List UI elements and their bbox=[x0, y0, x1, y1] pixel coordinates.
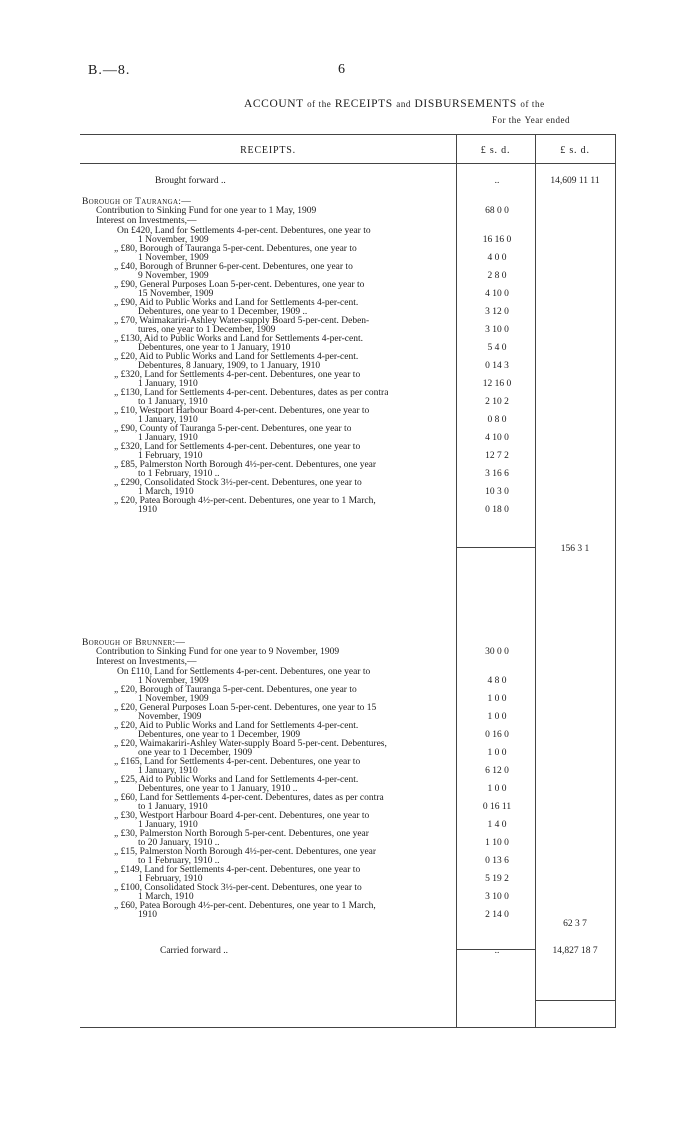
row-description: to 1 February, 1910 .. bbox=[138, 469, 220, 479]
total-cell: 14,609 11 11 bbox=[550, 176, 600, 186]
amount-cell: 3 16 6 bbox=[485, 469, 509, 479]
amount-cell: 0 14 3 bbox=[485, 361, 509, 371]
amount-cell: 4 10 0 bbox=[485, 433, 509, 443]
title-word: and bbox=[396, 99, 412, 109]
document-code: B.—8. bbox=[88, 63, 131, 78]
row-description: „ £15, Palmerston North Borough 4½-per-cent. Debentures, one year bbox=[114, 847, 377, 857]
amount-cell: 5 19 2 bbox=[485, 874, 509, 884]
title-word: of the bbox=[520, 99, 545, 109]
row-description: 1 November, 1909 bbox=[138, 676, 209, 686]
amount-cell: 16 16 0 bbox=[482, 235, 512, 245]
row-description: „ £165, Land for Settlements 4-per-cent. Debentures, one year to bbox=[114, 757, 361, 767]
title-word: of the bbox=[307, 99, 332, 109]
row-description: „ £90, County of Tauranga 5-per-cent. Debentures, one year to bbox=[114, 424, 352, 434]
row-description: November, 1909 bbox=[138, 712, 202, 722]
amount-cell: 2 8 0 bbox=[487, 271, 507, 281]
section-heading: Borough of Tauranga:— bbox=[82, 197, 192, 207]
title-word: For the bbox=[492, 115, 522, 125]
row-description: „ £40, Borough of Brunner 6-per-cent. Debentures, one year to bbox=[114, 262, 353, 272]
amount-cell: 3 10 0 bbox=[485, 325, 509, 335]
row-description: On £110, Land for Settlements 4-per-cent. Debentures, one year to bbox=[117, 667, 371, 677]
amount-cell: 1 0 0 bbox=[487, 712, 507, 722]
row-description: 1 November, 1909 bbox=[138, 235, 209, 245]
row-description: 1 January, 1910 bbox=[138, 766, 198, 776]
table-row bbox=[0, 946, 700, 958]
amount-cell: 3 12 0 bbox=[485, 307, 509, 317]
row-description: „ £90, General Purposes Loan 5-per-cent. Debentures, one year to bbox=[114, 280, 365, 290]
row-description: „ £25, Aid to Public Works and Land for Settlements 4-per-cent. bbox=[114, 775, 359, 785]
row-description: Debentures, one year to 1 December, 1909 bbox=[138, 730, 301, 740]
row-description: 1 January, 1910 bbox=[138, 379, 198, 389]
row-description: 1910 bbox=[138, 505, 157, 515]
section-heading: Borough of Brunner:— bbox=[82, 638, 186, 648]
row-description: „ £290, Consolidated Stock 3½-per-cent. Debentures, one year to bbox=[114, 478, 362, 488]
amount-cell: 1 0 0 bbox=[487, 784, 507, 794]
row-description: 1 February, 1910 bbox=[138, 874, 203, 884]
row-description: „ £20, Aid to Public Works and Land for Settlements 4-per-cent. bbox=[114, 352, 359, 362]
amount-cell: 0 16 0 bbox=[485, 730, 509, 740]
row-description: „ £320, Land for Settlements 4-per-cent. Debentures, one year to bbox=[114, 370, 361, 380]
row-description: „ £20, Patea Borough 4½-per-cent. Debentures, one year to 1 March, bbox=[114, 496, 376, 506]
amount-cell: .. bbox=[494, 946, 500, 956]
receipts-header: RECEIPTS. bbox=[240, 145, 296, 156]
row-description: „ £70, Waimakariri-Ashley Water-supply Board 5-per-cent. Deben- bbox=[114, 316, 370, 326]
amount-cell: 2 14 0 bbox=[485, 910, 509, 920]
row-description: „ £20, Borough of Tauranga 5-per-cent. Debentures, one year to bbox=[114, 685, 357, 695]
row-description: „ £130, Land for Settlements 4-per-cent. Debentures, dates as per contra bbox=[114, 388, 389, 398]
row-description: 1 January, 1910 bbox=[138, 820, 198, 830]
amount-cell: 0 8 0 bbox=[487, 415, 507, 425]
row-description: 1910 bbox=[138, 910, 157, 920]
amount-cell: 0 18 0 bbox=[485, 505, 509, 515]
row-description: „ £60, Patea Borough 4½-per-cent. Debentures, one year to 1 March, bbox=[114, 901, 376, 911]
amount-cell: 1 0 0 bbox=[487, 748, 507, 758]
amount-cell: 2 10 2 bbox=[485, 397, 509, 407]
amount-cell: 10 3 0 bbox=[485, 487, 509, 497]
row-description: 1 January, 1910 bbox=[138, 433, 198, 443]
total-cell: 14,827 18 7 bbox=[552, 946, 598, 956]
row-description: „ £130, Aid to Public Works and Land for Settlements 4-per-cent. bbox=[114, 334, 363, 344]
title-word: Year ended bbox=[524, 115, 570, 125]
row-description: 9 November, 1909 bbox=[138, 271, 209, 281]
row-description: Debentures, one year to 1 January, 1910 .. bbox=[138, 784, 298, 794]
table-row bbox=[0, 505, 700, 517]
amount-cell: 3 10 0 bbox=[485, 892, 509, 902]
row-description: „ £20, Aid to Public Works and Land for Settlements 4-per-cent. bbox=[114, 721, 359, 731]
row-description: to 1 February, 1910 .. bbox=[138, 856, 220, 866]
row-description: „ £30, Westport Harbour Board 4-per-cent. Debentures, one year to bbox=[114, 811, 370, 821]
title-word: RECEIPTS bbox=[334, 98, 393, 110]
table-row bbox=[0, 176, 700, 188]
total-column-header: £ s. d. bbox=[560, 145, 590, 156]
row-description: Contribution to Sinking Fund for one year to 9 November, 1909 bbox=[96, 647, 340, 657]
page-number: 6 bbox=[338, 62, 345, 77]
title-word: DISBURSEMENTS bbox=[414, 98, 517, 110]
row-description: On £420, Land for Settlements 4-per-cent. Debentures, one year to bbox=[117, 226, 371, 236]
row-description: Debentures, one year to 1 January, 1910 bbox=[138, 343, 291, 353]
row-description: Interest on Investments,— bbox=[96, 657, 197, 667]
row-description: Brought forward .. bbox=[155, 176, 226, 186]
row-description: 1 November, 1909 bbox=[138, 253, 209, 263]
row-description: 1 March, 1910 bbox=[138, 487, 194, 497]
row-description: to 1 January, 1910 bbox=[138, 802, 208, 812]
amount-cell: 12 16 0 bbox=[482, 379, 512, 389]
amount-cell: 4 10 0 bbox=[485, 289, 509, 299]
row-description: 1 November, 1909 bbox=[138, 694, 209, 704]
row-description: Carried forward .. bbox=[160, 946, 229, 956]
title-word: ACCOUNT bbox=[244, 98, 304, 110]
row-description: „ £10, Westport Harbour Board 4-per-cent. Debentures, one year to bbox=[114, 406, 370, 416]
total-cell: 156 3 1 bbox=[560, 544, 590, 554]
amount-cell: 68 0 0 bbox=[485, 206, 509, 216]
row-description: to 20 January, 1910 .. bbox=[138, 838, 220, 848]
amount-cell: 6 12 0 bbox=[485, 766, 509, 776]
row-description: „ £85, Palmerston North Borough 4½-per-cent. Debentures, one year bbox=[114, 460, 377, 470]
row-description: „ £100, Consolidated Stock 3½-per-cent. Debentures, one year to bbox=[114, 883, 362, 893]
table-row bbox=[0, 919, 700, 931]
amount-cell: 0 16 11 bbox=[482, 802, 512, 812]
amount-cell: 1 4 0 bbox=[487, 820, 507, 830]
row-description: „ £20, General Purposes Loan 5-per-cent. Debentures, one year to 15 bbox=[114, 703, 377, 713]
amount-cell: 4 8 0 bbox=[487, 676, 507, 686]
amount-cell: .. bbox=[494, 176, 500, 186]
row-description: Debentures, one year to 1 December, 1909 .. bbox=[138, 307, 308, 317]
row-description: „ £60, Land for Settlements 4-per-cent. Debentures, dates as per contra bbox=[114, 793, 384, 803]
row-description: „ £149, Land for Settlements 4-per-cent. Debentures, one year to bbox=[114, 865, 361, 875]
row-description: „ £90, Aid to Public Works and Land for Settlements 4-per-cent. bbox=[114, 298, 359, 308]
row-description: 1 March, 1910 bbox=[138, 892, 194, 902]
amount-cell: 1 10 0 bbox=[485, 838, 509, 848]
row-description: „ £320, Land for Settlements 4-per-cent. Debentures, one year to bbox=[114, 442, 361, 452]
total-cell: 62 3 7 bbox=[563, 919, 587, 929]
row-description: „ £20, Waimakariri-Ashley Water-supply Board 5-per-cent. Debentures, bbox=[114, 739, 387, 749]
row-description: one year to 1 December, 1909 bbox=[138, 748, 253, 758]
row-description: tures, one year to 1 December, 1909 bbox=[138, 325, 276, 335]
row-description: 15 November, 1909 bbox=[138, 289, 214, 299]
row-description: 1 January, 1910 bbox=[138, 415, 198, 425]
amount-cell: 30 0 0 bbox=[485, 647, 509, 657]
amount-cell: 12 7 2 bbox=[485, 451, 509, 461]
amount-column-header: £ s. d. bbox=[480, 145, 511, 156]
amount-cell: 4 0 0 bbox=[487, 253, 507, 263]
table-row bbox=[0, 544, 700, 556]
row-description: Interest on Investments,— bbox=[96, 216, 197, 226]
amount-cell: 5 4 0 bbox=[487, 343, 507, 353]
row-description: „ £30, Palmerston North Borough 5-per-cent. Debentures, one year bbox=[114, 829, 369, 839]
amount-cell: 1 0 0 bbox=[487, 694, 507, 704]
row-description: „ £80, Borough of Tauranga 5-per-cent. Debentures, one year to bbox=[114, 244, 357, 254]
amount-cell: 0 13 6 bbox=[485, 856, 509, 866]
row-description: to 1 January, 1910 bbox=[138, 397, 208, 407]
row-description: Debentures, 8 January, 1909, to 1 January, 1910 bbox=[138, 361, 321, 371]
row-description: 1 February, 1910 bbox=[138, 451, 203, 461]
row-description: Contribution to Sinking Fund for one year to 1 May, 1909 bbox=[96, 206, 317, 216]
